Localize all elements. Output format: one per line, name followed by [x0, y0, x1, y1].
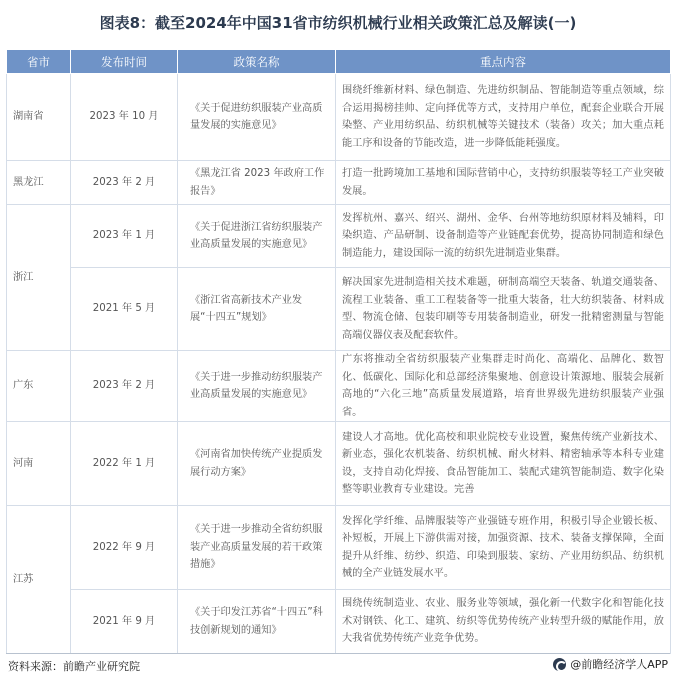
table-row	[7, 74, 671, 161]
brand-credit	[553, 656, 668, 672]
header-policy-name: 政策名称	[178, 50, 336, 74]
cell-key-content: 发挥杭州、嘉兴、绍兴、湖州、金华、台州等地纺织原材料及辅料，印染织造、产品研制、设备制造等产业链配套优势，提高协同制造和绿色制造能力，建设国际一流的纺织先进制造业集群。	[336, 205, 671, 268]
cell-policy-name: 《黑龙江省 2023 年政府工作报告》	[178, 161, 336, 205]
table-row	[7, 268, 671, 351]
header-key-content: 重点内容	[336, 50, 671, 74]
brand-credit-text: @前瞻经济学人APP	[570, 658, 668, 671]
cell-province: 湖南省	[7, 74, 71, 161]
cell-policy-name: 《关于促进浙江省纺织服装产业高质量发展的实施意见》	[178, 205, 336, 268]
cell-date: 2021 年 9 月	[71, 590, 178, 654]
cell-policy-name: 《关于促进纺织服装产业高质量发展的实施意见》	[178, 74, 336, 161]
cell-key-content: 建设人才高地。优化高校和职业院校专业设置，聚焦传统产业新技术、新业态，强化农机装备、纺织机械、耐火材料、精密轴承等本科专业建设，支持自动化焊接、食品智能加工、装配式建筑智能制造、数字化染整等职业教育专业建设。完善	[336, 422, 671, 506]
cell-date: 2022 年 9 月	[71, 506, 178, 590]
cell-province: 江苏	[7, 506, 71, 654]
cell-date: 2022 年 1 月	[71, 422, 178, 506]
cell-policy-name: 《河南省加快传统产业提质发展行动方案》	[178, 422, 336, 506]
footer-divider	[6, 653, 670, 654]
cell-province: 河南	[7, 422, 71, 506]
cell-date: 2023 年 2 月	[71, 161, 178, 205]
table-row	[7, 161, 671, 205]
cell-date: 2023 年 10 月	[71, 74, 178, 161]
header-date: 发布时间	[71, 50, 178, 74]
cell-key-content: 围绕传统制造业、农业、服务业等领域，强化新一代数字化和智能化技术对钢铁、化工、建筑、纺织等优势传统产业转型升级的赋能作用，放大我省优势传统产业竞争优势。	[336, 590, 671, 654]
cell-key-content: 解决国家先进制造相关技术难题，研制高端空天装备、轨道交通装备、流程工业装备、重工工程装备等一批重大装备，壮大纺织装备、材料成型、物流仓储、包装印刷等专用装备制造业，研发一批精密测量与智能高端仪器仪表及配套软件。	[336, 268, 671, 351]
brand-logo-icon	[553, 658, 566, 671]
table-row	[7, 205, 671, 268]
table-header-row	[7, 50, 671, 74]
header-province: 省市	[7, 50, 71, 74]
cell-key-content: 围绕纤维新材料、绿色制造、先进纺织制品、智能制造等重点领域，综合运用揭榜挂帅、定向择优等方式，支持用户单位，配套企业联合开展染整、产业用纺织品、纺织机械等关键技术（装备）攻关；加大重点耗能工序和设备的节能改造，进一步降低能耗强度。	[336, 74, 671, 161]
table-row	[7, 590, 671, 654]
table-row	[7, 422, 671, 506]
source-note: 资料来源：前瞻产业研究院	[8, 660, 140, 673]
policy-table	[6, 49, 671, 654]
cell-date: 2023 年 1 月	[71, 205, 178, 268]
cell-policy-name: 《关于印发江苏省“十四五”科技创新规划的通知》	[178, 590, 336, 654]
cell-province: 浙江	[7, 205, 71, 351]
cell-policy-name: 《关于进一步推动全省纺织服装产业高质量发展的若干政策措施》	[178, 506, 336, 590]
cell-policy-name: 《浙江省高新技术产业发展“十四五”规划》	[178, 268, 336, 351]
cell-date: 2023 年 2 月	[71, 351, 178, 422]
table-row	[7, 351, 671, 422]
cell-date: 2021 年 5 月	[71, 268, 178, 351]
page-title: 图表8：截至2024年中国31省市纺织机械行业相关政策汇总及解读(一)	[99, 14, 577, 32]
cell-policy-name: 《关于进一步推动纺织服装产业高质量发展的实施意见》	[178, 351, 336, 422]
cell-key-content: 发挥化学纤维、品牌服装等产业强链专班作用，积极引导企业锻长板、补短板，开展上下游供需对接，加强资源、技术、装备支撑保障，全面提升从纤维、纺纱、织造、印染到服装、家纺、产业用纺织品、纺织机械的全产业链发展水平。	[336, 506, 671, 590]
cell-province: 广东	[7, 351, 71, 422]
table-row	[7, 506, 671, 590]
cell-province: 黑龙江	[7, 161, 71, 205]
cell-key-content: 打造一批跨境加工基地和国际营销中心，支持纺织服装等轻工产业突破发展。	[336, 161, 671, 205]
cell-key-content: 广东将推动全省纺织服装产业集群走时尚化、高端化、品牌化、数智化、低碳化、国际化和总部经济集聚地、创意设计策源地、服装会展新高地的“六化三地”高质量发展道路，培育世界级先进纺织服装产业强省。	[336, 351, 671, 422]
